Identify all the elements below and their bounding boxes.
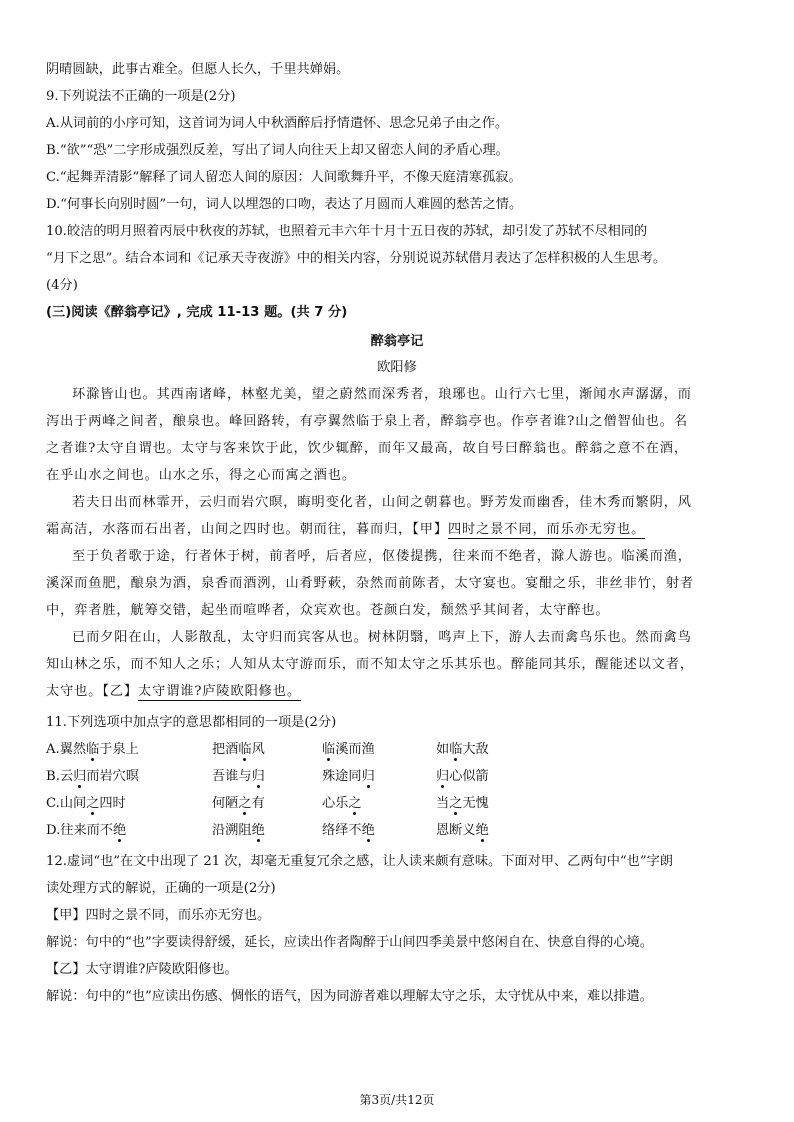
question-9-option-c: C.“起舞弄清影”解释了词人留恋人间的原因：人间歌舞升平，不像天庭清寒孤寂。 — [46, 170, 522, 185]
q11-option-a-word-2 — [212, 740, 265, 760]
emphasis-dotted-character: 之 — [86, 796, 100, 811]
word-text: 沿溯阻 — [212, 823, 252, 838]
q11-option-c-word-3 — [322, 794, 362, 814]
sentence-jia-label: 【甲】四时之景不同，而乐亦无穷也。 — [46, 908, 271, 923]
q11-option-a-word-4 — [436, 740, 489, 760]
passage-p2-line-2-text: 霜高洁，水落而石出者，山间之四时也。朝而往，暮而归，【甲】 — [46, 522, 448, 537]
word-text: 心似箭 — [449, 769, 489, 784]
question-10-line-2: “月下之思”。结合本词和《记承天寺夜游》中的相关内容，分别说说苏轼借月表达了怎样积极的人生思考。 — [46, 251, 667, 266]
word-text: 如 — [436, 742, 450, 757]
q11-option-label: C. — [46, 796, 60, 811]
word-text: 何陋 — [212, 796, 239, 811]
word-text: 山间 — [59, 796, 87, 811]
emphasis-dotted-character: 之 — [348, 796, 362, 811]
q11-option-label: B. — [46, 769, 60, 784]
q11-option-label: D. — [46, 823, 61, 838]
underlined-sentence-jia: 四时之景不同，而乐亦无穷也。 — [447, 522, 646, 537]
page-number-footer: 第3页/共12页 — [359, 1093, 435, 1107]
question-12-line-1: 12.虚词“也”在文中出现了 21 次，却毫无重复冗余之感，让人读来颇有意味。下面对甲、乙两句中“也”字朗 — [46, 854, 673, 869]
word-text: 殊途同 — [322, 769, 362, 784]
question-9-option-d: D.“何事长向别时圆”一句，词人以埋怨的口吻，表达了月圆而人难圆的愁苦之情。 — [46, 197, 523, 212]
underlined-sentence-yi: 太守谓谁?庐陵欧阳修也。 — [138, 684, 301, 699]
passage-p4-line-2: 知山林之乐，而不知人之乐；人知从太守游而乐，而不知太守之乐其乐也。醉能同其乐，醒能述以文者， — [46, 657, 695, 672]
sentence-yi-label: 【乙】太守谓谁?庐陵欧阳修也。 — [46, 962, 238, 977]
word-text: 于泉上 — [99, 742, 139, 757]
sentence-jia-explanation: 解说：句中的“也”字要读得舒缓，延长，应读出作者陶醉于山间四季美景中悠闲自在、快意自得的心境。 — [46, 935, 653, 950]
q11-option-c-word-4 — [436, 794, 489, 814]
passage-title: 醉翁亭记 — [370, 334, 424, 349]
emphasis-dotted-character: 临 — [322, 742, 336, 757]
question-12-line-2: 读处理方式的解说，正确的一项是(2分) — [46, 881, 276, 896]
passage-p4-line-3 — [46, 682, 754, 702]
word-text: 恩断义 — [436, 823, 476, 838]
question-10-line-1: 10.皎洁的明月照着丙辰中秋夜的苏轼，也照着元丰六年十月十五日夜的苏轼，却引发了苏轼不尽相同的 — [46, 224, 648, 239]
passage-p1-line-2: 泻出于两峰之间者，酿泉也。峰回路转，有亭翼然临于泉上者，醉翁亭也。作亭者谁?山之僧智仙也。名 — [46, 414, 688, 429]
emphasis-dotted-character: 之 — [449, 796, 463, 811]
question-9-option-b: B.“欲”“恐”二字形成强烈反差，写出了词人向往天上却又留恋人间的矛盾心理。 — [46, 143, 509, 158]
word-text: 而岩穴暝 — [86, 769, 140, 784]
q11-option-b-word-2 — [212, 767, 265, 787]
question-9-stem: 9.下列说法不正确的一项是(2分) — [46, 89, 236, 104]
q11-option-a-word-1 — [46, 740, 139, 760]
q11-option-b-word-1 — [46, 767, 139, 787]
word-text: 有 — [251, 796, 265, 811]
emphasis-dotted-character: 归 — [73, 769, 87, 784]
passage-p3-line-3: 中，弈者胜，觥筹交错，起坐而喧哗者，众宾欢也。苍颜白发，颓然乎其间者，太守醉也。 — [46, 603, 610, 618]
emphasis-dotted-character: 绝 — [361, 823, 375, 838]
emphasis-dotted-character: 归 — [251, 769, 265, 784]
emphasis-dotted-character: 临 — [238, 742, 252, 757]
word-text: 风 — [251, 742, 265, 757]
q11-option-d-word-2 — [212, 821, 265, 841]
q11-option-c-word-2 — [212, 794, 265, 814]
q11-option-b-word-4 — [436, 767, 489, 787]
emphasis-dotted-character: 绝 — [251, 823, 265, 838]
word-text: 无愧 — [462, 796, 489, 811]
section-3-heading: (三)阅读《醉翁亭记》, 完成 11-13 题。(共 7 分) — [46, 305, 348, 320]
question-10-score: (4分) — [46, 278, 78, 293]
word-text: 当 — [436, 796, 450, 811]
emphasis-dotted-character: 之 — [238, 796, 252, 811]
word-text: 云 — [59, 769, 74, 784]
word-text: 吾谁与 — [212, 769, 252, 784]
question-9-option-a: A.从词前的小序可知，这首词为词人中秋酒醉后抒情遣怀、思念兄弟子由之作。 — [46, 116, 509, 131]
emphasis-dotted-character: 临 — [449, 742, 463, 757]
word-text: 四时 — [99, 796, 126, 811]
passage-p1-line-1: 环滁皆山也。其西南诸峰，林壑尤美，望之蔚然而深秀者，琅琊也。山行六七里，渐闻水声潺潺，而 — [72, 387, 692, 402]
sentence-yi-explanation: 解说：句中的“也”应读出伤感、惆怅的语气，因为同游者难以理解太守之乐，太守忧从中来，难以排遣。 — [46, 989, 653, 1004]
q11-option-b-word-3 — [322, 767, 375, 787]
emphasis-dotted-character: 归 — [361, 769, 375, 784]
word-text: 往来而不 — [60, 823, 114, 838]
word-text: 心乐 — [322, 796, 349, 811]
passage-p4-line-1: 已而夕阳在山，人影散乱，太守归而宾客从也。树林阴翳，鸣声上下，游人去而禽鸟乐也。然而禽鸟 — [72, 630, 692, 645]
word-text: 溪而渔 — [335, 742, 375, 757]
q11-option-c-word-1 — [46, 794, 126, 814]
passage-author: 欧阳修 — [377, 360, 417, 375]
q11-option-d-word-4 — [436, 821, 489, 841]
passage-p4-line-3-text: 太守也。【乙】 — [46, 684, 139, 699]
poem-ending-line: 阴晴圆缺，此事古难全。但愿人长久，千里共婵娟。 — [46, 62, 350, 77]
passage-p3-line-1: 至于负者歌于途，行者休于树，前者呼，后者应，伛偻提携，往来而不绝者，滁人游也。临溪而渔， — [72, 549, 692, 564]
passage-p3-line-2: 溪深而鱼肥，酿泉为酒，泉香而酒洌，山肴野蔌，杂然而前陈者，太守宴也。宴酣之乐，非丝非竹，射者 — [46, 576, 695, 591]
word-text: 大敌 — [462, 742, 489, 757]
q11-option-label: A. — [46, 742, 60, 757]
word-text: 络绎不 — [322, 823, 362, 838]
word-text: 把酒 — [212, 742, 239, 757]
passage-p1-line-4: 在乎山水之间也。山水之乐，得之心而寓之酒也。 — [46, 468, 356, 483]
emphasis-dotted-character: 绝 — [475, 823, 489, 838]
passage-p2-line-1: 若夫日出而林霏开，云归而岩穴暝，晦明变化者，山间之朝暮也。野芳发而幽香，佳木秀而繁阴，风 — [72, 495, 692, 510]
q11-option-a-word-3 — [322, 740, 375, 760]
q11-option-d-word-1 — [46, 821, 126, 841]
passage-p1-line-3: 之者谁?太守自谓也。太守与客来饮于此，饮少辄醉，而年又最高，故自号曰醉翁也。醉翁之意不在酒， — [46, 441, 688, 456]
passage-p2-line-2 — [46, 520, 754, 540]
emphasis-dotted-character: 绝 — [113, 823, 127, 838]
question-11-stem: 11.下列选项中加点字的意思都相同的一项是(2分) — [46, 715, 337, 730]
emphasis-dotted-character: 临 — [86, 742, 100, 757]
word-text: 翼然 — [59, 742, 87, 757]
emphasis-dotted-character: 归 — [436, 769, 450, 784]
q11-option-d-word-3 — [322, 821, 375, 841]
